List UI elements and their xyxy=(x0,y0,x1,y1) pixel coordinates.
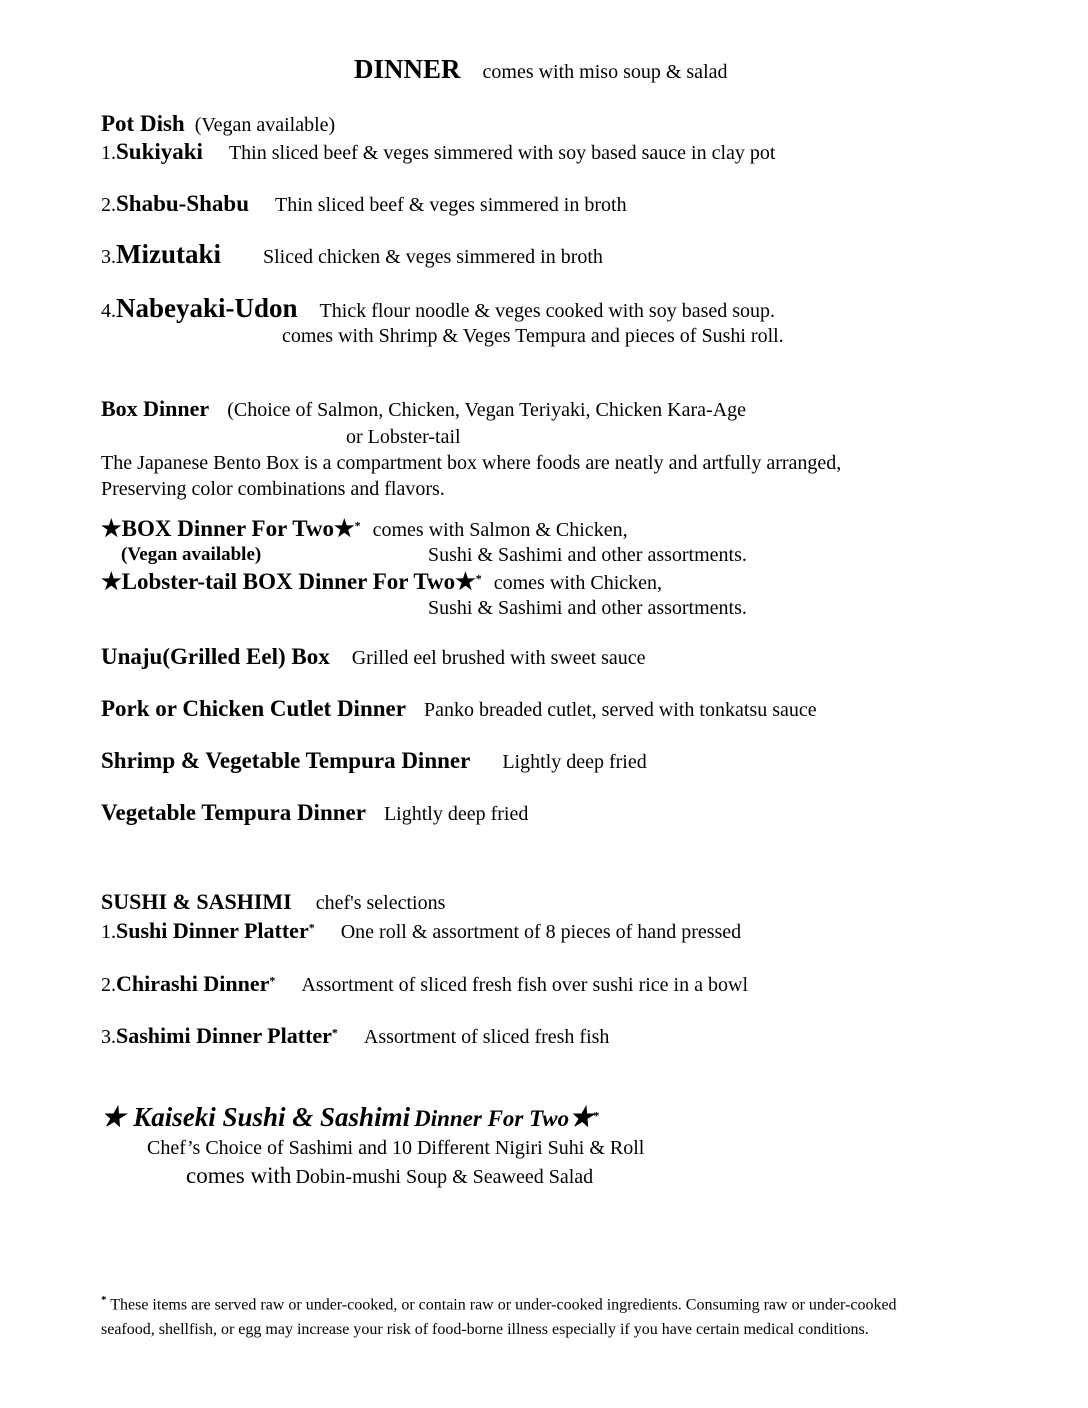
item-number: 1. xyxy=(101,921,116,943)
box-intro: The Japanese Bento Box is a compartment box where foods are neatly and artfully arranged, xyxy=(101,452,842,474)
item-description-extra: comes with Shrimp & Veges Tempura and pieces of Sushi roll. xyxy=(282,325,784,347)
box-choice: (Choice of Salmon, Chicken, Vegan Teriyaki, Chicken Kara-Age xyxy=(227,399,747,421)
item-description: Sliced chicken & veges simmered in broth xyxy=(263,246,603,268)
footnote-text: These items are served raw or under-cooked, or contain raw or under-cooked ingredients. Consuming raw or under-cooked xyxy=(110,1296,897,1314)
footnote-text-cont: seafood, shellfish, or egg may increase your risk of food-borne illness especially if you have certain medical conditions. xyxy=(101,1321,869,1338)
raw-asterisk: * xyxy=(308,920,315,935)
item-name: ★Lobster-tail BOX Dinner For Two★ xyxy=(101,569,476,594)
menu-item-sashimi-platter xyxy=(101,1025,609,1047)
item-name: Shrimp & Vegetable Tempura Dinner xyxy=(101,748,471,773)
comes-with-items: Dobin-mushi Soup & Seaweed Salad xyxy=(295,1166,594,1188)
menu-item-chirashi xyxy=(101,973,748,995)
menu-item-shabu-shabu xyxy=(101,192,627,215)
menu-item-nabeyaki-udon xyxy=(101,295,775,322)
item-name: Mizutaki xyxy=(116,239,221,269)
item-name: Sushi Dinner Platter xyxy=(116,918,309,943)
item-name: Unaju(Grilled Eel) Box xyxy=(101,644,330,669)
sushi-heading xyxy=(101,891,445,913)
pot-dish-heading xyxy=(101,112,335,135)
box-choice-cont: or Lobster-tail xyxy=(346,426,461,448)
item-name: ★BOX Dinner For Two★ xyxy=(101,516,355,541)
item-name: Vegetable Tempura Dinner xyxy=(101,800,366,825)
section-note: chef's selections xyxy=(315,892,446,914)
item-description: Thin sliced beef & veges simmered in broth xyxy=(275,194,627,216)
item-description: Panko breaded cutlet, served with tonkatsu sauce xyxy=(423,699,817,721)
menu-item-box-dinner-for-two xyxy=(101,517,628,540)
kaiseki-description: Chef’s Choice of Sashimi and 10 Different Nigiri Suhi & Roll xyxy=(147,1137,645,1159)
menu-header xyxy=(354,56,728,83)
section-title: Box Dinner xyxy=(101,396,210,421)
section-title: Pot Dish xyxy=(101,111,185,136)
section-title: SUSHI & SASHIMI xyxy=(101,889,292,914)
menu-item-sukiyaki xyxy=(101,140,775,163)
item-description: comes with Chicken, xyxy=(493,572,663,594)
raw-asterisk: * xyxy=(593,1108,600,1123)
box-dinner-heading xyxy=(101,398,746,420)
page-title: DINNER xyxy=(354,54,461,84)
item-description: Thick flour noodle & veges cooked with soy based soup. xyxy=(319,300,776,322)
item-number: 3. xyxy=(101,1026,116,1048)
item-description-extra: Sushi & Sashimi and other assortments. xyxy=(428,544,747,566)
vegan-note: (Vegan available) xyxy=(121,544,262,565)
raw-asterisk: * xyxy=(475,571,482,586)
item-description-extra: Sushi & Sashimi and other assortments. xyxy=(428,597,747,619)
menu-item-sushi-platter xyxy=(101,920,741,942)
menu-item-kaiseki xyxy=(101,1104,599,1131)
item-name: Pork or Chicken Cutlet Dinner xyxy=(101,696,406,721)
raw-asterisk: * xyxy=(269,973,276,988)
item-number: 1. xyxy=(101,142,116,164)
raw-asterisk: * xyxy=(354,518,361,533)
star-icon: ★ xyxy=(569,1102,594,1132)
menu-item-lobster-box xyxy=(101,570,662,593)
item-description: Assortment of sliced fresh fish xyxy=(363,1026,610,1048)
item-name: Sukiyaki xyxy=(116,139,203,164)
item-number: 4. xyxy=(101,300,116,322)
menu-item-cutlet xyxy=(101,697,817,720)
item-name: Nabeyaki-Udon xyxy=(116,293,298,323)
item-name: Kaiseki Sushi & Sashimi xyxy=(133,1102,411,1132)
item-description: Thin sliced beef & veges simmered with soy based sauce in clay pot xyxy=(228,142,776,164)
item-name: Chirashi Dinner xyxy=(116,971,270,996)
item-name: Shabu-Shabu xyxy=(116,191,249,216)
item-name-suffix: Dinner For Two xyxy=(414,1106,570,1131)
footnote xyxy=(101,1295,897,1313)
item-number: 2. xyxy=(101,194,116,216)
section-note: (Vegan available) xyxy=(194,114,336,136)
raw-asterisk: * xyxy=(331,1025,338,1040)
menu-item-vegetable-tempura xyxy=(101,801,528,824)
item-description: comes with Salmon & Chicken, xyxy=(372,519,628,541)
item-number: 2. xyxy=(101,974,116,996)
comes-with-label: comes with xyxy=(186,1163,292,1188)
footnote-asterisk: * xyxy=(101,1294,107,1306)
item-description: Lightly deep fried xyxy=(383,803,529,825)
kaiseki-comes-with xyxy=(186,1164,593,1187)
item-description: Grilled eel brushed with sweet sauce xyxy=(351,647,646,669)
box-intro-cont: Preserving color combinations and flavors. xyxy=(101,478,445,500)
item-description: Assortment of sliced fresh fish over sushi rice in a bowl xyxy=(301,974,748,996)
item-description: One roll & assortment of 8 pieces of hand pressed xyxy=(340,921,742,943)
item-description: Lightly deep fried xyxy=(502,751,647,773)
menu-item-mizutaki xyxy=(101,241,603,268)
star-icon: ★ xyxy=(101,1102,126,1132)
item-number: 3. xyxy=(101,246,116,268)
menu-item-shrimp-tempura xyxy=(101,749,647,772)
page-subtitle: comes with miso soup & salad xyxy=(482,61,728,83)
item-name: Sashimi Dinner Platter xyxy=(116,1023,332,1048)
menu-item-unaju xyxy=(101,645,646,668)
